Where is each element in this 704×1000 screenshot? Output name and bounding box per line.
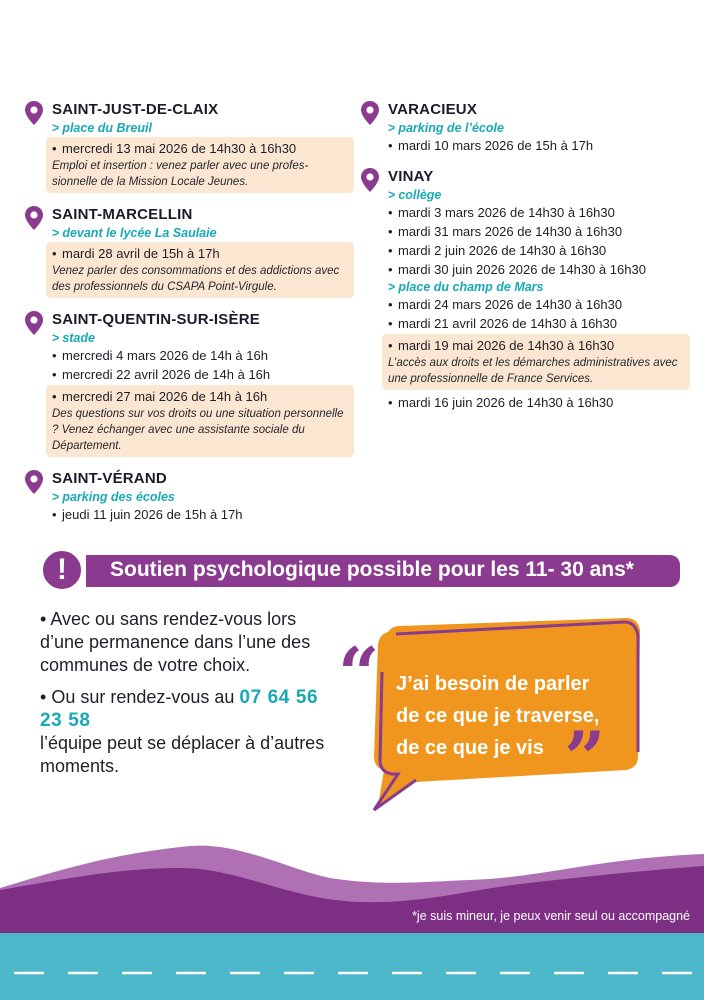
town-name: SAINT-QUENTIN-SUR-ISÈRE [52, 311, 260, 328]
session-date: • jeudi 11 juin 2026 de 15h à 17h [52, 505, 354, 524]
session-date: • mardi 21 avril 2026 de 14h30 à 16h30 [388, 314, 690, 333]
session-date: • mardi 28 avril de 15h à 17h [52, 244, 348, 263]
town-name: SAINT-VÉRAND [52, 470, 167, 487]
place-label [52, 120, 354, 136]
left-schedule-column [24, 100, 354, 536]
place-label [52, 330, 354, 346]
place-name: collège [398, 188, 442, 202]
town-name: SAINT-JUST-DE-CLAIX [52, 101, 219, 118]
session-date: • mercredi 4 mars 2026 de 14h à 16h [52, 346, 354, 365]
session-date: • mardi 31 mars 2026 de 14h30 à 16h30 [388, 222, 690, 241]
session-date: • mardi 16 juin 2026 de 14h30 à 16h30 [388, 393, 690, 412]
phone-number[interactable]: 07 64 56 23 58 [40, 687, 319, 731]
place-name: parking des écoles [62, 490, 175, 504]
open-quote-mark: “ [338, 631, 380, 716]
close-quote-mark: ” [564, 715, 606, 800]
arrow-icon: > [388, 121, 396, 135]
banner-title: Soutien psychologique possible pour les 11- 30 ans* [110, 558, 634, 581]
session-note: Des questions sur vos droits ou une situation personnelle ? Venez échanger avec une assistante sociale du Département. [52, 408, 344, 452]
highlighted-session [46, 242, 354, 298]
session-date: • mardi 19 mai 2026 de 14h30 à 16h30 [388, 336, 684, 355]
town-name: VARACIEUX [388, 101, 478, 118]
location-pin-icon [360, 100, 380, 126]
info-paragraph-appointment: • Ou sur rendez-vous au 07 64 56 23 58 l’équipe peut se déplacer à d’autres moments. [40, 687, 325, 776]
info-appointment-text: Ou sur rendez-vous au [51, 687, 235, 707]
session-date: • mardi 24 mars 2026 de 14h30 à 16h30 [388, 295, 690, 314]
place-name: stade [62, 331, 95, 345]
right-schedule-column [360, 100, 690, 424]
info-paragraph-walkin: • Avec ou sans rendez-vous lors d’une permanence dans l’une des communes de votre choix. [40, 609, 311, 675]
place-label [388, 279, 690, 295]
info-walkin-text: Avec ou sans rendez-vous lors d’une permanence dans l’une des communes de votre choix. [40, 609, 311, 675]
town-name: SAINT-MARCELLIN [52, 206, 193, 223]
place-name: place du champ de Mars [398, 280, 544, 294]
session-date: • mardi 30 juin 2026 2026 de 14h30 à 16h30 [388, 260, 690, 279]
highlighted-session [46, 137, 354, 193]
town-block [24, 469, 354, 524]
arrow-icon: > [52, 121, 60, 135]
session-note: L’accès aux droits et les démarches administratives avec une professionnelle de France Services. [388, 357, 678, 385]
town-block [24, 310, 354, 457]
quote-line-2: de ce que je traverse, [396, 705, 600, 727]
session-date: • mardi 2 juin 2026 de 14h30 à 16h30 [388, 241, 690, 260]
location-pin-icon [360, 167, 380, 193]
town-block [24, 205, 354, 298]
support-info [40, 608, 330, 787]
location-pin-icon [24, 469, 44, 495]
session-date: • mercredi 27 mai 2026 de 14h à 16h [52, 387, 348, 406]
highlighted-session [46, 385, 354, 457]
place-label [52, 489, 354, 505]
footnote: *je suis mineur, je peux venir seul ou accompagné [412, 909, 690, 923]
place-label [52, 225, 354, 241]
place-name: devant le lycée La Saulaie [62, 226, 217, 240]
session-date: • mardi 3 mars 2026 de 14h30 à 16h30 [388, 203, 690, 222]
quote-bubble [338, 610, 678, 820]
location-pin-icon [24, 310, 44, 336]
arrow-icon: > [388, 280, 396, 294]
town-block [24, 100, 354, 193]
session-date: • mardi 10 mars 2026 de 15h à 17h [388, 136, 690, 155]
highlighted-session [382, 334, 690, 390]
location-pin-icon [24, 205, 44, 231]
quote-text [396, 668, 656, 764]
arrow-icon: > [52, 490, 60, 504]
info-travel-text: l’équipe peut se déplacer à d’autres moments. [40, 733, 325, 776]
place-name: place du Breuil [62, 121, 152, 135]
session-date: • mercredi 13 mai 2026 de 14h30 à 16h30 [52, 139, 348, 158]
location-pin-icon [24, 100, 44, 126]
psychological-support-banner [40, 548, 680, 590]
exclamation-icon: ! [57, 553, 67, 586]
arrow-icon: > [388, 188, 396, 202]
place-name: parking de l’école [398, 121, 504, 135]
place-label [388, 187, 690, 203]
road [0, 933, 704, 1000]
arrow-icon: > [52, 331, 60, 345]
session-note: Venez parler des consommations et des addictions avec des professionnels du CSAPA Point-Virgule. [52, 265, 340, 293]
place-label [388, 120, 690, 136]
session-note: Emploi et insertion : venez parler avec une profes-sionnelle de la Mission Locale Jeunes. [52, 160, 309, 188]
quote-line-3: de ce que je vis [396, 737, 544, 759]
quote-line-1: J’ai besoin de parler [396, 673, 590, 695]
session-date: • mercredi 22 avril 2026 de 14h à 16h [52, 365, 354, 384]
town-block [360, 167, 690, 412]
arrow-icon: > [52, 226, 60, 240]
town-name: VINAY [388, 168, 434, 185]
town-block [360, 100, 690, 155]
